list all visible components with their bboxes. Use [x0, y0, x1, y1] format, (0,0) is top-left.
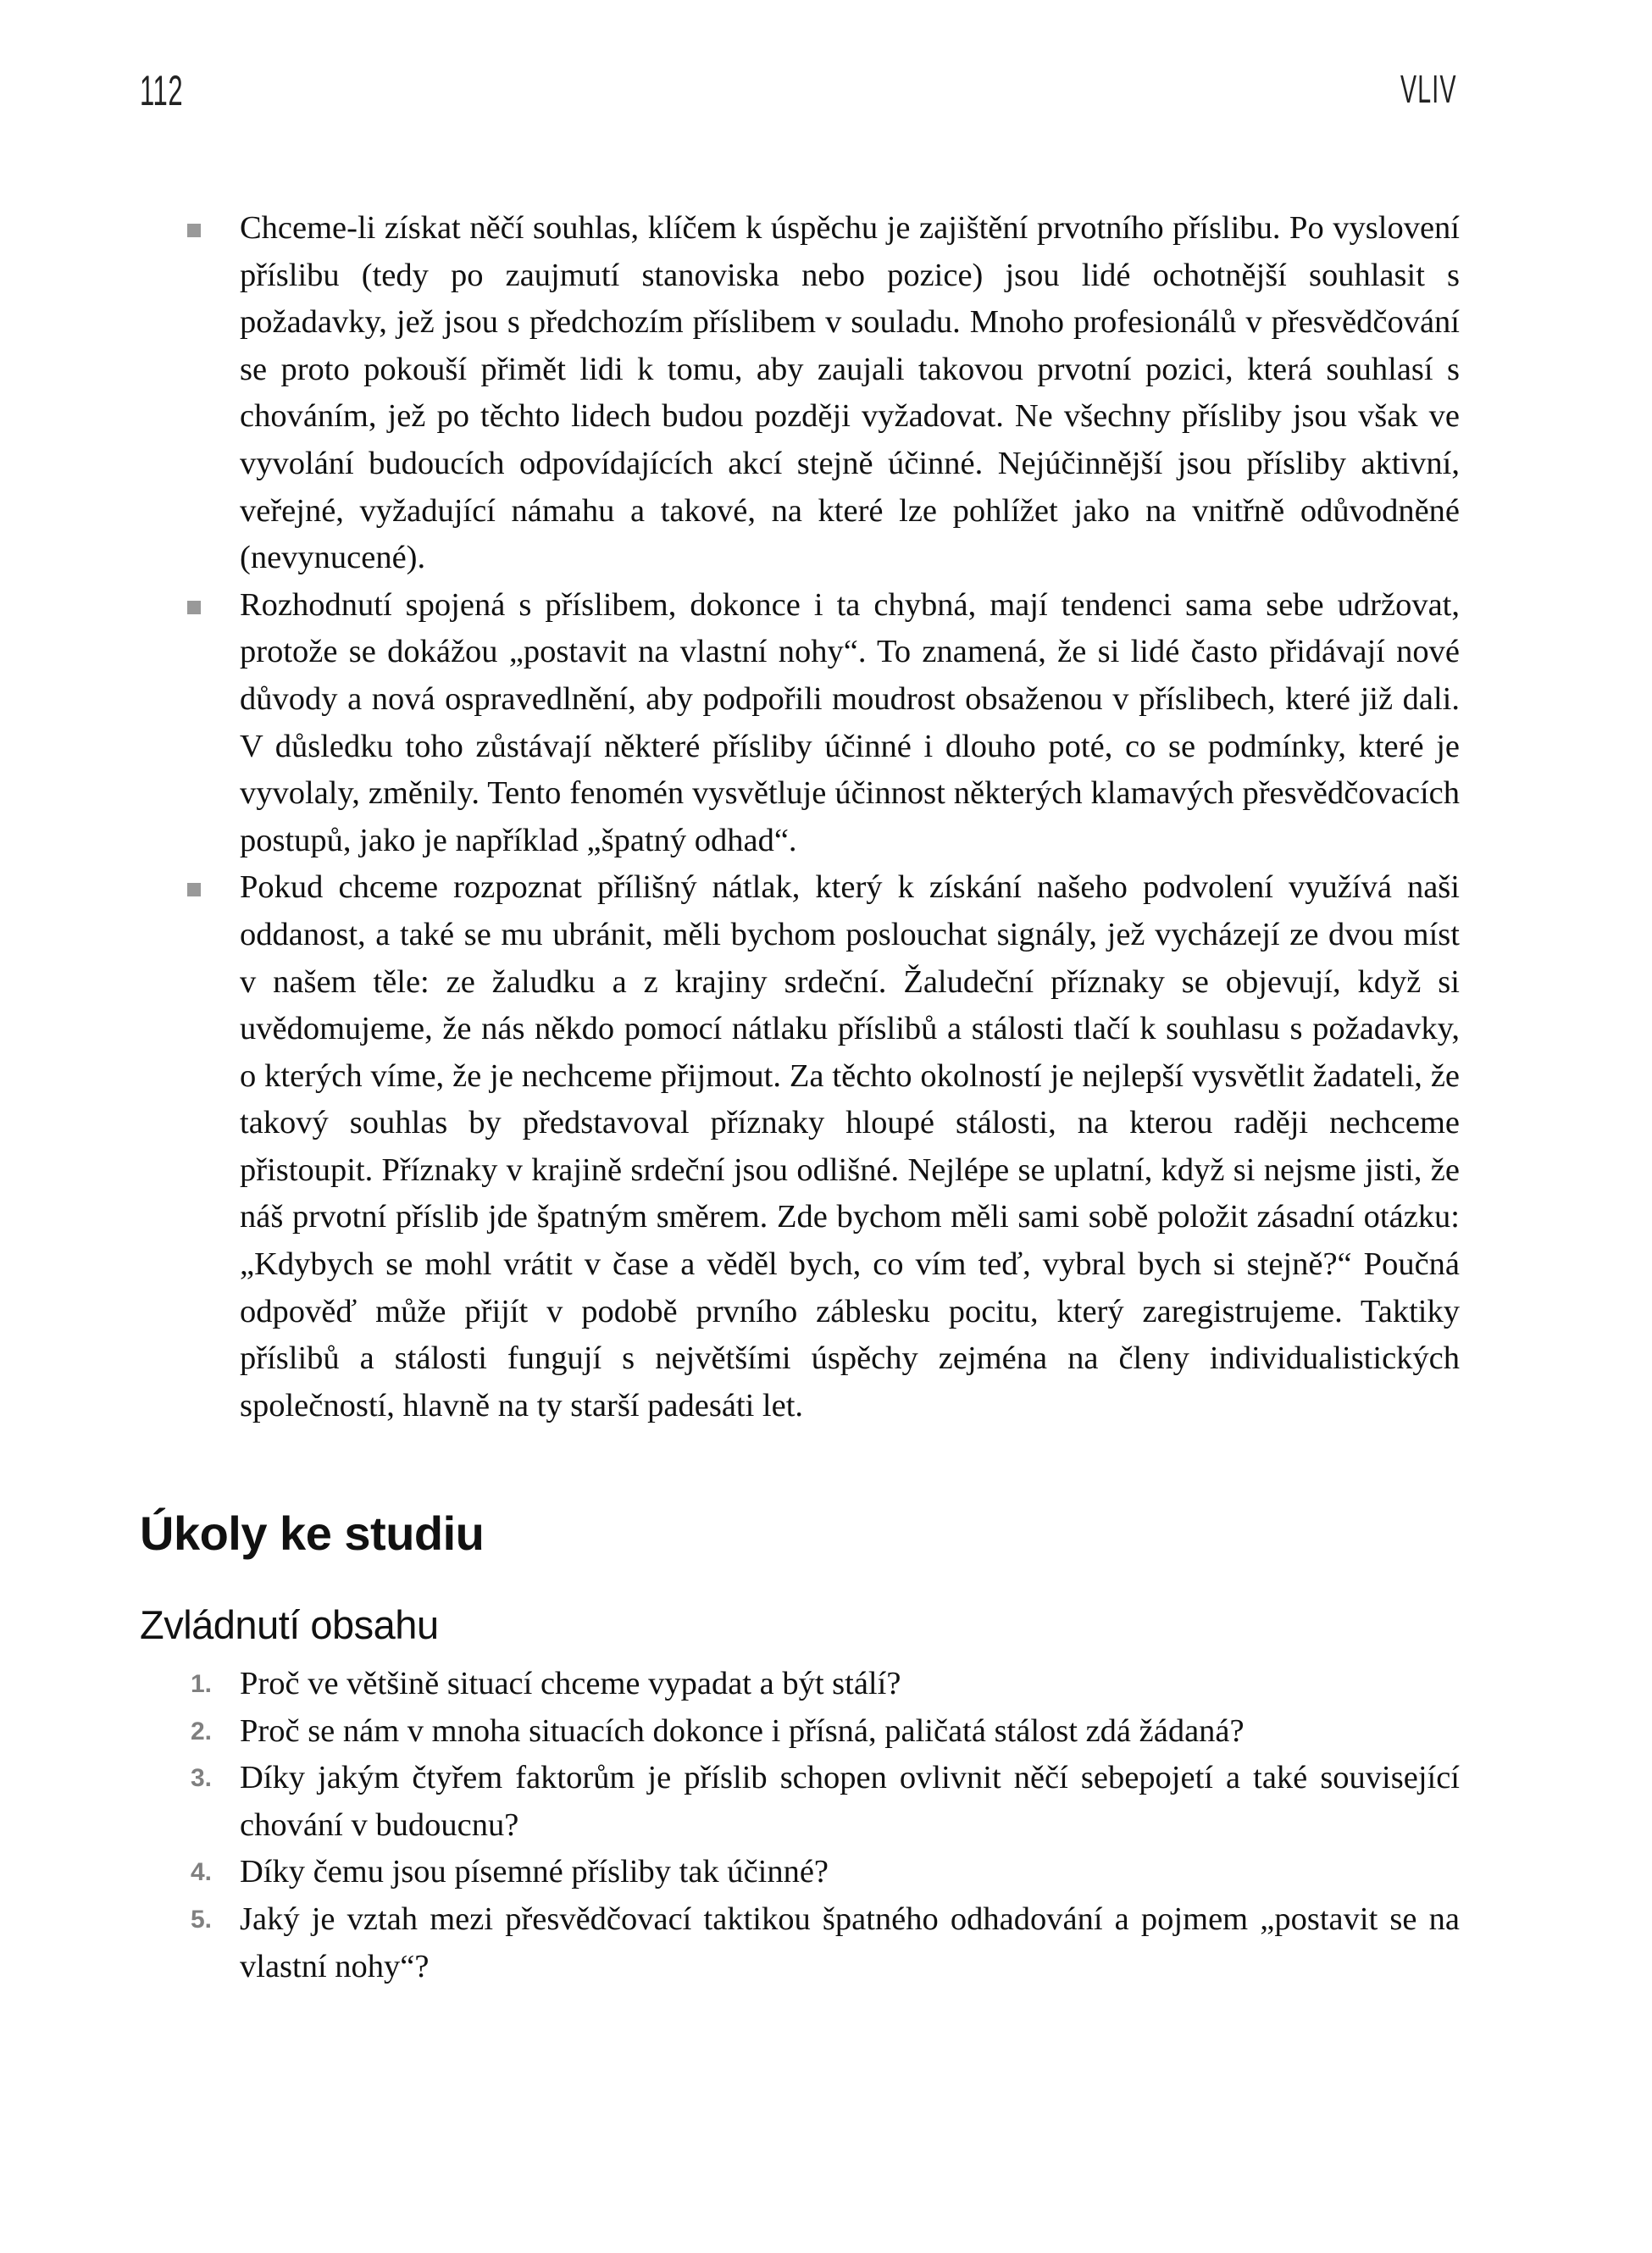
- section-title: Úkoly ke studiu: [140, 1507, 485, 1560]
- question-number: 1.: [191, 1670, 213, 1698]
- question-text: Díky jakým čtyřem faktorům je příslib schopen ovlivnit něčí sebepojetí a také související chování v budoucnu?: [240, 1760, 1460, 1843]
- question-item: [191, 1849, 1460, 1896]
- bullet-text: Pokud chceme rozpoznat přílišný nátlak, který k získání našeho podvolení využívá naši oddanost, a také se mu ubránit, měli bychom poslouchat signály, jež vycházejí ze dvou míst v našem těle: ze žaludku a z krajiny srdeční. Žaludeční příznaky se objevují, když si uvědomujeme, že nás někdo pomocí nátlaku příslibů a stálosti tlačí k souhlasu s požadavky, o kterých víme, že je nechceme přijmout. Za těchto okolností je nejlepší vysvětlit žadateli, že takový souhlas by představoval příznaky hloupé stálosti, na kterou raději nechceme přistoupit. Příznaky v krajině srdeční jsou odlišné. Nejlépe se uplatní, když si nejsme jisti, že náš prvotní příslib jde špatným směrem. Zde bychom měli sami sobě položit zásadní otázku: „Kdybych se mohl vrátit v čase a věděl bych, co vím teď, vybral bych si stejně?“ Poučná odpověď může přijít v podobě prvního záblesku pocitu, který zaregistrujeme. Taktiky příslibů a stálosti fungují s největšími úspěchy zejména na členy individualistických společností, hlavně na ty starší padesáti let.: [240, 869, 1460, 1423]
- question-number: 5.: [191, 1905, 213, 1934]
- question-item: [191, 1708, 1460, 1756]
- square-bullet-icon: [187, 224, 201, 237]
- square-bullet-icon: [187, 601, 201, 614]
- page-header: [140, 66, 1457, 125]
- study-questions-list: [191, 1661, 1460, 1990]
- square-bullet-icon: [187, 883, 201, 896]
- question-item: [191, 1661, 1460, 1708]
- question-text: Proč se nám v mnoha situacích dokonce i přísná, paličatá stálost zdá žádaná?: [240, 1712, 1245, 1749]
- page-number: 112: [140, 67, 184, 114]
- question-item: [191, 1896, 1460, 1990]
- summary-bullet-list: [240, 205, 1460, 1429]
- question-number: 2.: [191, 1717, 213, 1745]
- question-item: [191, 1755, 1460, 1849]
- question-number: 4.: [191, 1858, 213, 1887]
- bullet-text: Chceme-li získat něčí souhlas, klíčem k úspěchu je zajištění prvotního příslibu. Po vyslovení příslibu (tedy po zaujmutí stanoviska nebo pozice) jsou lidé ochotnější souhlasit s požadavky, jež jsou s předchozím příslibem v souladu. Mnoho profesionálů v přesvědčování se proto pokouší přimět lidi k tomu, aby zaujali takovou prvotní pozici, která souhlasí s chováním, jež po těchto lidech budou později vyžadovat. Ne všechny přísliby jsou však ve vyvolání budoucích odpovídajících akcí stejně účinné. Nejúčinnější jsou přísliby aktivní, veřejné, vyžadující námahu a takové, na které lze pohlížet jako na vnitřně odůvodněné (nevynucené).: [240, 210, 1460, 576]
- bullet-item: [240, 582, 1460, 865]
- bullet-item: [240, 864, 1460, 1429]
- running-head: VLIV: [1400, 67, 1457, 111]
- section-subtitle: Zvládnutí obsahu: [140, 1602, 439, 1647]
- question-number: 3.: [191, 1764, 213, 1793]
- question-text: Díky čemu jsou písemné přísliby tak účinné?: [240, 1854, 829, 1890]
- bullet-text: Rozhodnutí spojená s příslibem, dokonce i ta chybná, mají tendenci sama sebe udržovat, protože se dokážou „postavit na vlastní nohy“. To znamená, že si lidé často přidávají nové důvody a nová ospravedlnění, aby podpořili moudrost obsaženou v příslibech, které již dali. V důsledku toho zůstávají některé přísliby účinné i dlouho poté, co se podmínky, které je vyvolaly, změnily. Tento fenomén vysvětluje účinnost některých klamavých přesvědčovacích postupů, jako je například „špatný odhad“.: [240, 586, 1460, 858]
- bullet-item: [240, 205, 1460, 582]
- question-text: Proč ve většině situací chceme vypadat a být stálí?: [240, 1666, 901, 1701]
- question-text: Jaký je vztah mezi přesvědčovací taktikou špatného odhadování a pojmem „postavit se na vlastní nohy“?: [240, 1901, 1460, 1984]
